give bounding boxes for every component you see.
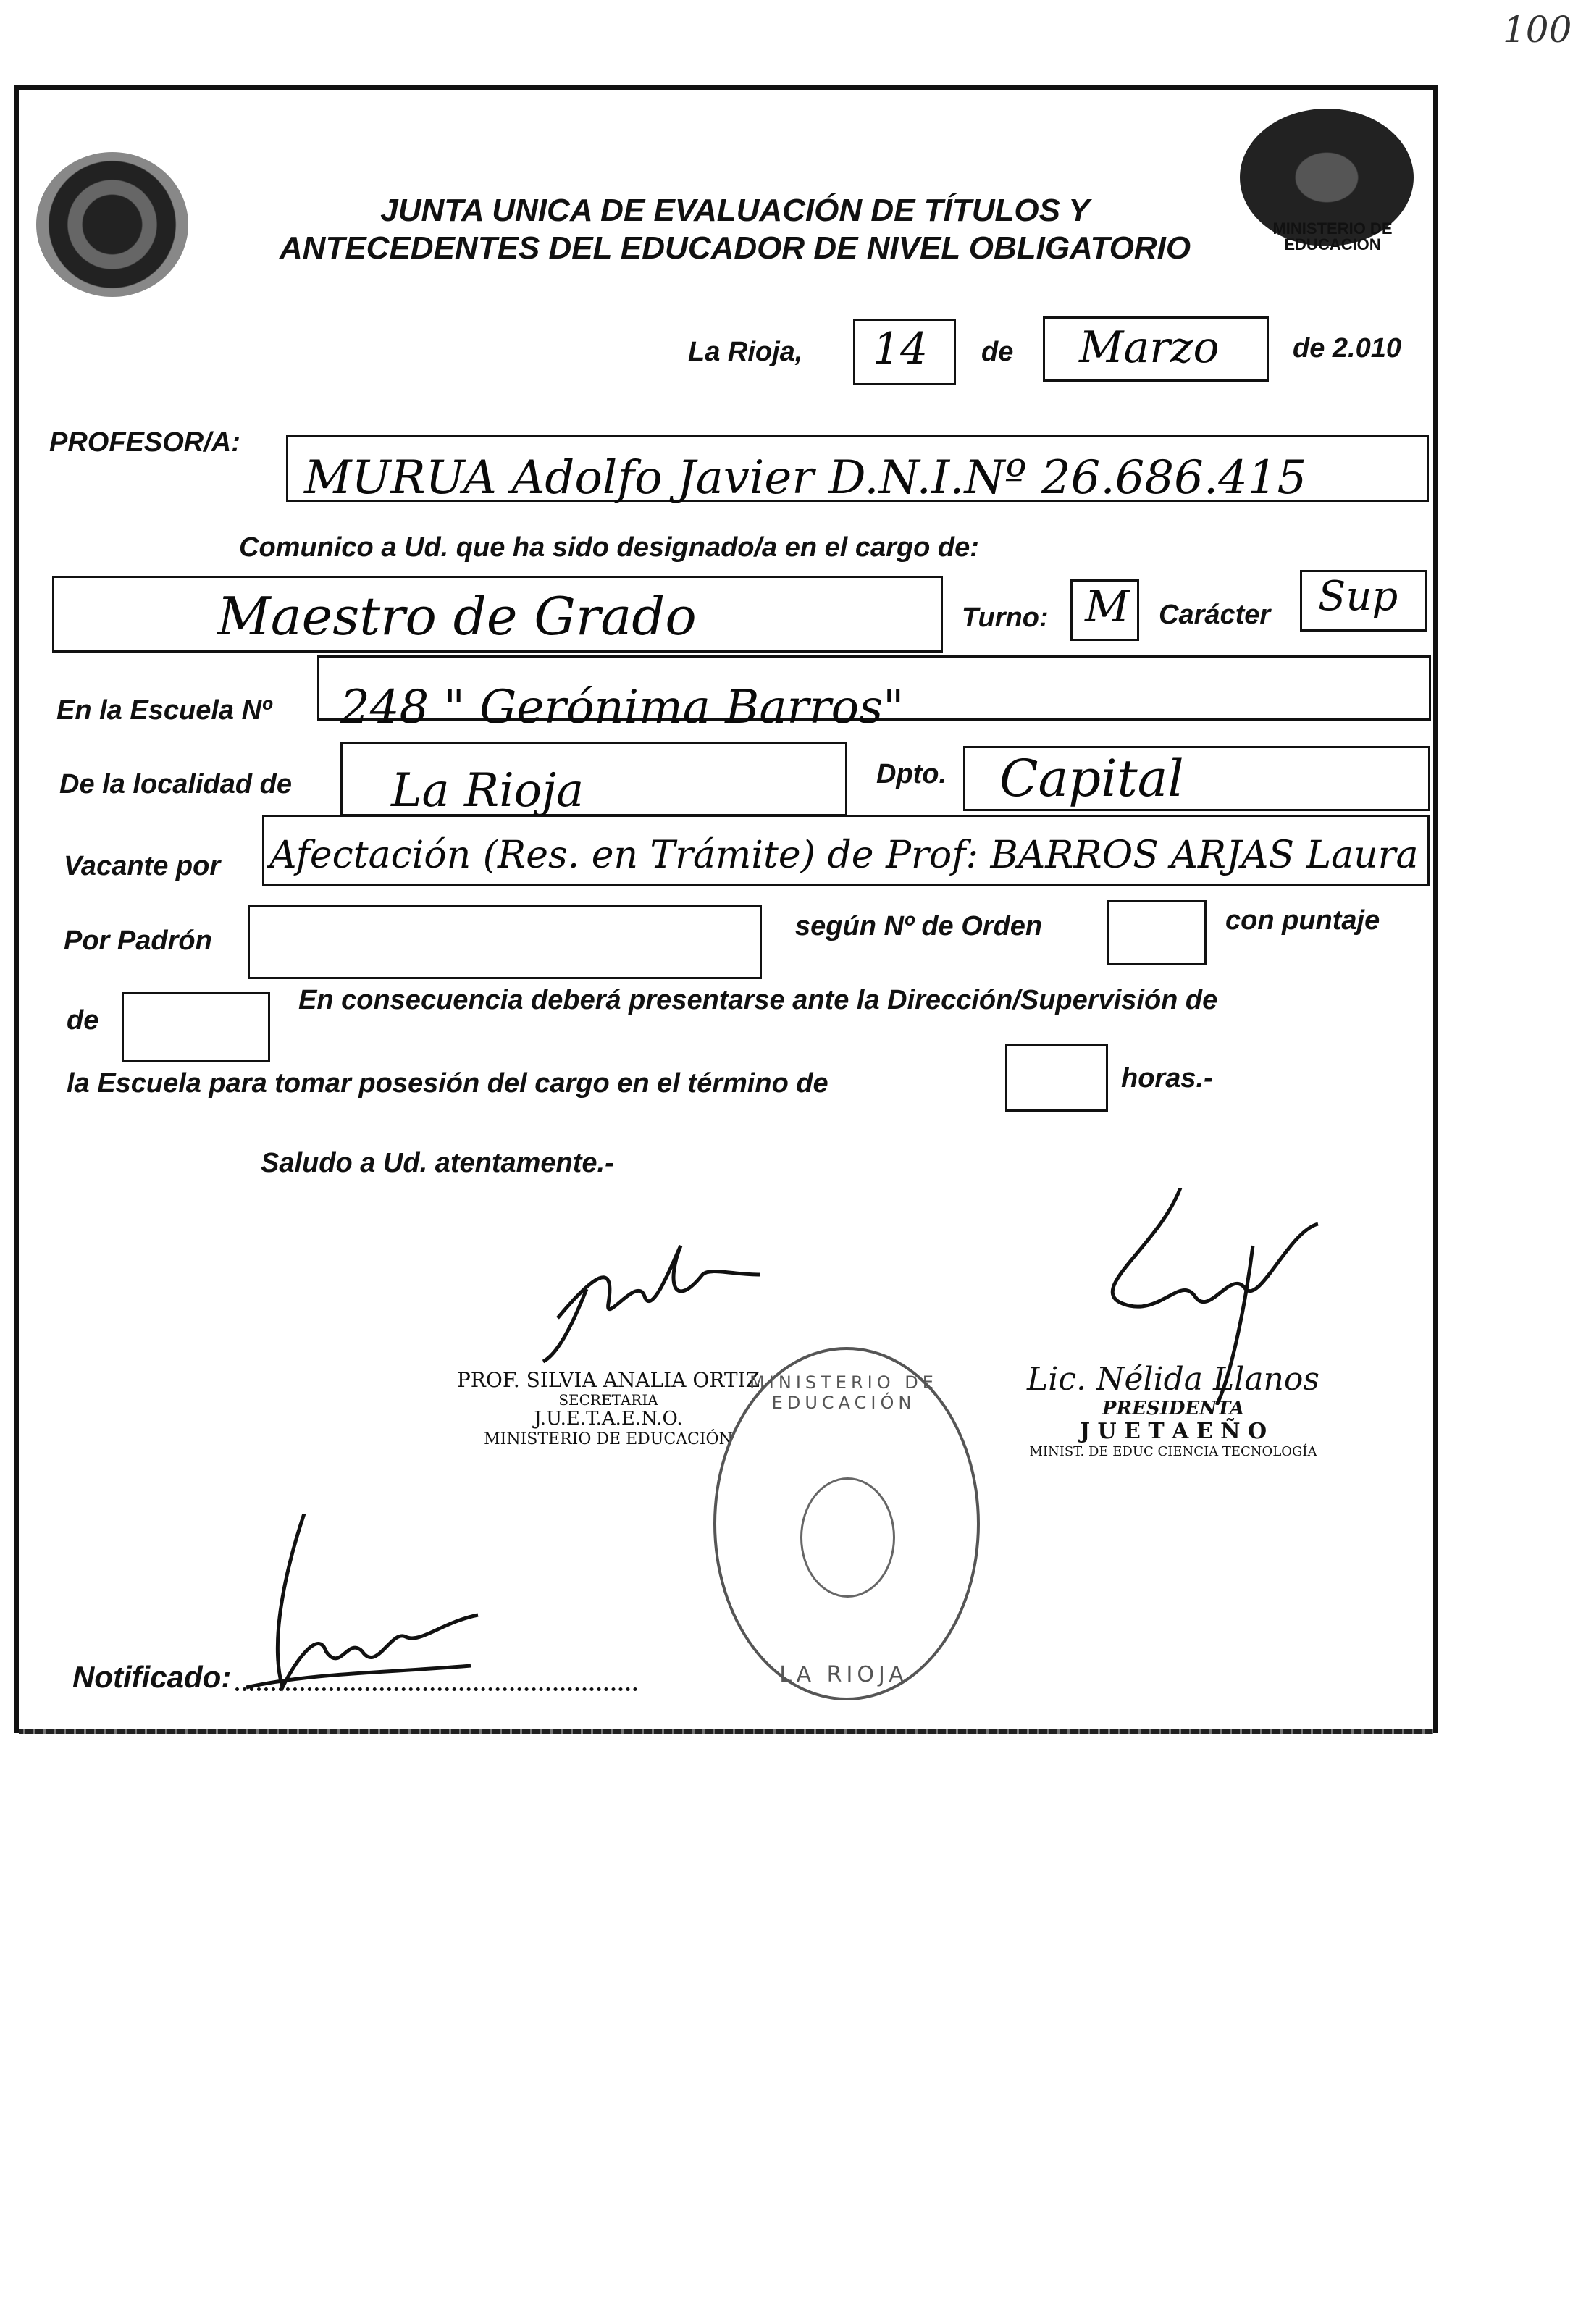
- horas-label: horas.-: [1121, 1063, 1213, 1094]
- place-label: La Rioja,: [688, 337, 803, 367]
- dpto-value: Capital: [999, 749, 1184, 808]
- notificado-signature: [239, 1514, 485, 1702]
- month-value: Marzo: [1079, 322, 1220, 373]
- turno-label: Turno:: [962, 603, 1049, 633]
- ministry-label-line2: EDUCACION: [1284, 235, 1381, 253]
- vacante-label: Vacante por: [64, 851, 221, 881]
- ministry-label-line1: MINISTERIO DE: [1272, 219, 1393, 238]
- puntaje-de-label: de: [67, 1005, 99, 1036]
- day-value: 14: [873, 324, 928, 374]
- left-signer-role: SECRETARIA: [558, 1391, 658, 1409]
- localidad-label: De la localidad de: [59, 769, 292, 800]
- orden-box: [1107, 900, 1207, 965]
- stamp-top-text: MINISTERIO DE EDUCACIÓN: [750, 1372, 938, 1413]
- left-signature: [529, 1231, 768, 1369]
- ministry-stamp-emblem: [800, 1477, 895, 1598]
- right-signer-org: J U E T A E Ñ O: [1079, 1419, 1267, 1445]
- ministry-label: [1260, 221, 1405, 253]
- caracter-value: Sup: [1318, 573, 1398, 620]
- left-signer-name: PROF. SILVIA ANALIA ORTIZ: [456, 1368, 760, 1392]
- vacante-value: Afectación (Res. en Trámite) de Prof: BARROS ARJAS Laura: [269, 834, 1419, 877]
- puntaje-label: con puntaje: [1225, 905, 1380, 936]
- horas-box: [1005, 1044, 1108, 1112]
- consecuencia-text: En consecuencia deberá presentarse ante la Dirección/Supervisión de: [298, 985, 1218, 1015]
- escuela-value: 248 " Gerónima Barros": [340, 681, 905, 734]
- notificado-label: Notificado:: [72, 1660, 232, 1694]
- dpto-label: Dpto.: [876, 759, 947, 789]
- right-signer-role: PRESIDENTA: [1102, 1397, 1245, 1419]
- saludo-text: Saludo a Ud. atentamente.-: [261, 1148, 614, 1178]
- right-signer-ministry: MINIST. DE EDUC CIENCIA TECNOLOGÍA: [1029, 1443, 1317, 1459]
- escuela-label: En la Escuela Nº: [56, 695, 272, 726]
- comunico-text: Comunico a Ud. que ha sido designado/a en el cargo de:: [239, 532, 979, 563]
- right-signature-block: [999, 1362, 1347, 1460]
- date-de-label: de: [981, 337, 1014, 367]
- turno-value: M: [1085, 582, 1130, 632]
- stamp-bottom-text: LA RIOJA: [779, 1662, 908, 1687]
- padron-label: Por Padrón: [64, 926, 212, 956]
- right-signer-name: Lic. Nélida Llanos: [1027, 1361, 1319, 1398]
- profesor-label: PROFESOR/A:: [49, 427, 240, 458]
- puntaje-box: [122, 992, 270, 1062]
- left-signer-org: J.U.E.T.A.E.N.O.: [534, 1408, 683, 1430]
- localidad-value: La Rioja: [391, 764, 584, 818]
- year-label: de 2.010: [1293, 333, 1401, 364]
- caracter-label: Carácter: [1159, 600, 1271, 630]
- profesor-value: MURUA Adolfo Javier D.N.I.Nº 26.686.415: [304, 451, 1307, 505]
- title-line1: JUNTA UNICA DE EVALUACIÓN DE TÍTULOS Y: [380, 193, 1090, 228]
- padron-box: [248, 905, 762, 979]
- posesion-text: la Escuela para tomar posesión del cargo en el término de: [67, 1068, 828, 1099]
- page-number: 100: [1503, 9, 1572, 51]
- document-title: [239, 192, 1231, 267]
- cargo-value: Maestro de Grado: [217, 586, 697, 647]
- title-line2: ANTECEDENTES DEL EDUCADOR DE NIVEL OBLIGATORIO: [279, 230, 1191, 266]
- emblem-seal: [36, 152, 188, 297]
- orden-label: según Nº de Orden: [795, 911, 1043, 941]
- left-signer-ministry: MINISTERIO DE EDUCACIÓN: [484, 1430, 733, 1449]
